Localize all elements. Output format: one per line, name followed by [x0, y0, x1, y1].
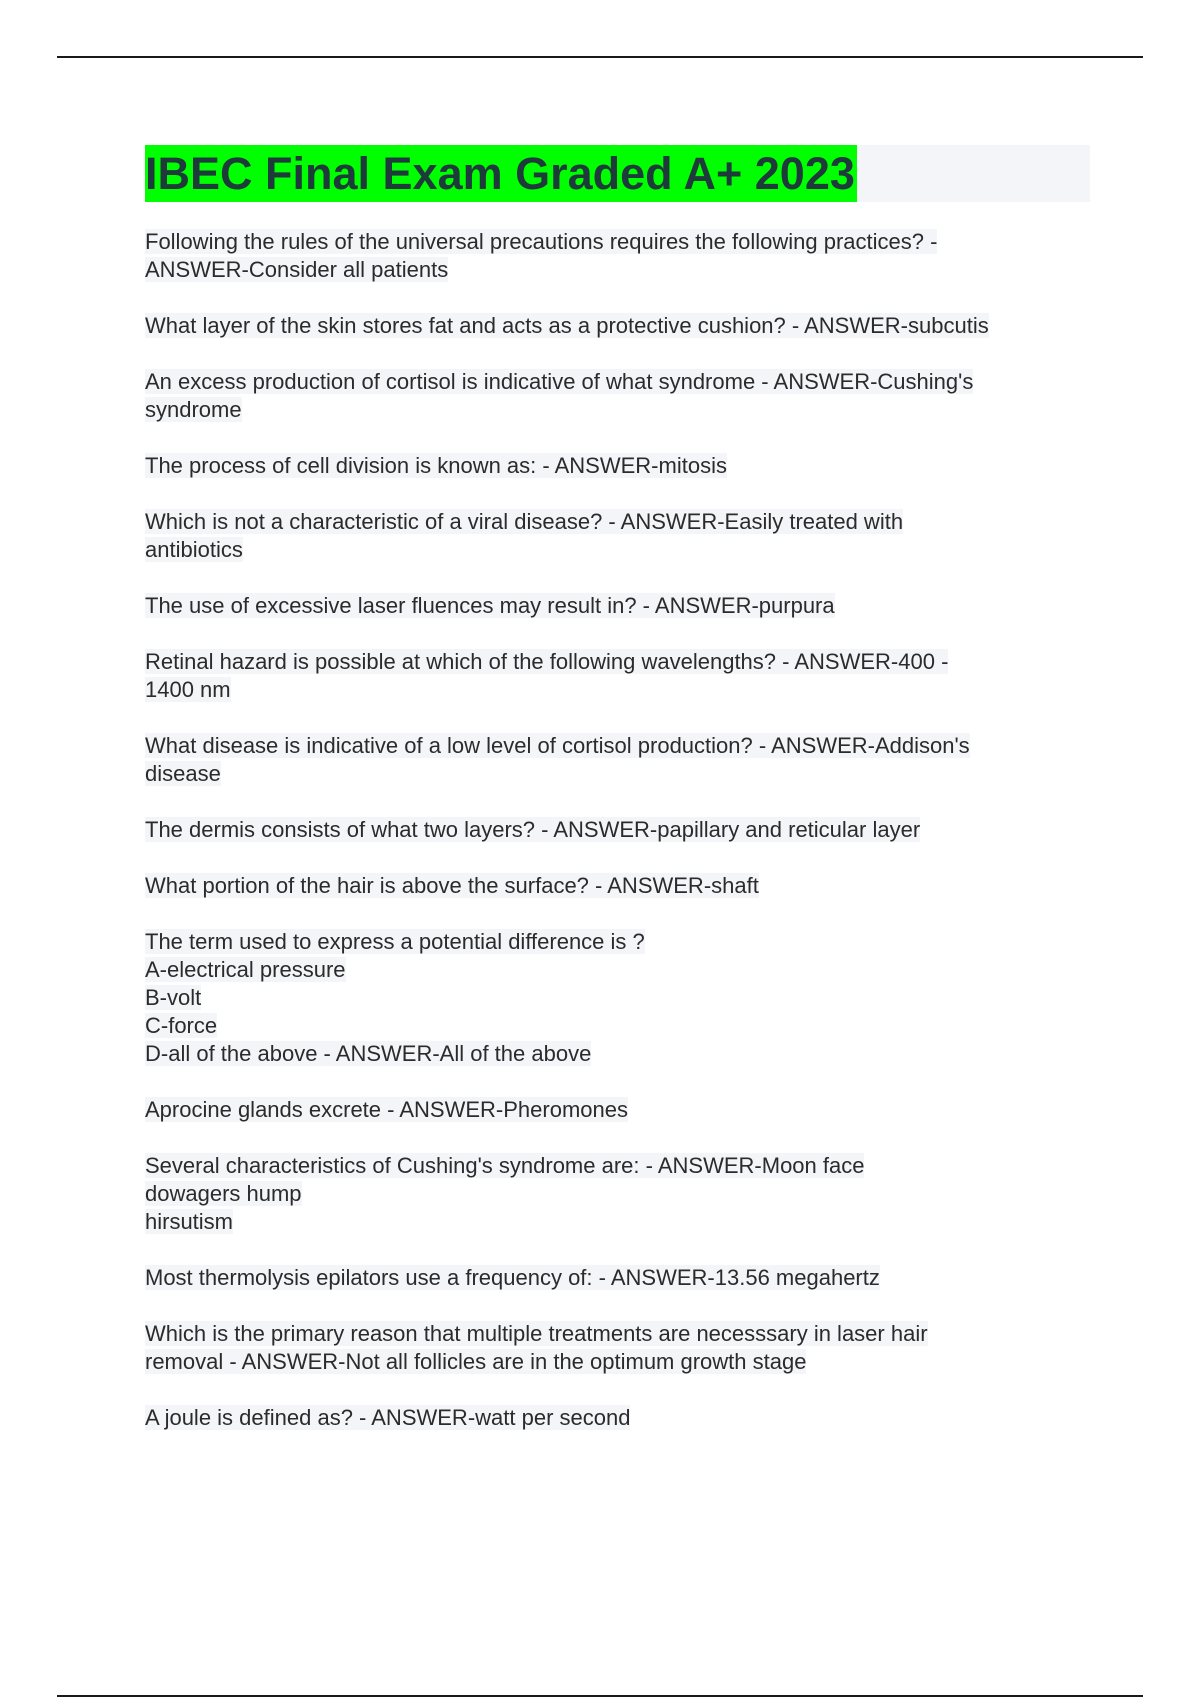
qa-text: The term used to express a potential difference is ? A-electrical pressure B-volt C-force D-all of the above - ANSWER-All of the above: [145, 929, 645, 1066]
qa-item: [145, 368, 1090, 424]
title-band: [145, 145, 1090, 202]
qa-item: [145, 1404, 1090, 1432]
qa-item: [145, 312, 1090, 340]
qa-item: [145, 732, 1090, 788]
qa-item: [145, 1264, 1090, 1292]
qa-text: Which is the primary reason that multiple treatments are necesssary in laser hair removal - ANSWER-Not all follicles are in the optimum growth stage: [145, 1321, 928, 1374]
qa-item: [145, 452, 1090, 480]
qa-text: Aprocine glands excrete - ANSWER-Pheromones: [145, 1097, 628, 1122]
qa-text: What layer of the skin stores fat and acts as a protective cushion? - ANSWER-subcutis: [145, 313, 989, 338]
qa-item: [145, 1096, 1090, 1124]
bottom-divider: [57, 1695, 1143, 1697]
page-title: IBEC Final Exam Graded A+ 2023: [145, 145, 857, 202]
qa-text: Following the rules of the universal precautions requires the following practices? - ANSWER-Consider all patients: [145, 229, 938, 282]
qa-item: [145, 592, 1090, 620]
qa-text: Several characteristics of Cushing's syndrome are: - ANSWER-Moon face dowagers hump hirsutism: [145, 1153, 865, 1234]
qa-text: Retinal hazard is possible at which of the following wavelengths? - ANSWER-400 - 1400 nm: [145, 649, 949, 702]
qa-item: [145, 228, 1090, 284]
qa-list: [145, 228, 1090, 1432]
qa-text: What portion of the hair is above the surface? - ANSWER-shaft: [145, 873, 759, 898]
qa-text: An excess production of cortisol is indicative of what syndrome - ANSWER-Cushing's syndrome: [145, 369, 974, 422]
qa-item: [145, 928, 1090, 1068]
qa-text: Most thermolysis epilators use a frequency of: - ANSWER-13.56 megahertz: [145, 1265, 880, 1290]
qa-text: Which is not a characteristic of a viral disease? - ANSWER-Easily treated with antibiotics: [145, 509, 904, 562]
qa-text: A joule is defined as? - ANSWER-watt per second: [145, 1405, 631, 1430]
qa-text: The dermis consists of what two layers? - ANSWER-papillary and reticular layer: [145, 817, 921, 842]
qa-text: The process of cell division is known as: - ANSWER-mitosis: [145, 453, 727, 478]
qa-item: [145, 816, 1090, 844]
qa-text: What disease is indicative of a low level of cortisol production? - ANSWER-Addison's disease: [145, 733, 970, 786]
qa-item: [145, 648, 1090, 704]
document-body: [145, 145, 1090, 1460]
qa-text: The use of excessive laser fluences may result in? - ANSWER-purpura: [145, 593, 835, 618]
qa-item: [145, 508, 1090, 564]
qa-item: [145, 872, 1090, 900]
qa-item: [145, 1320, 1090, 1376]
top-divider: [57, 56, 1143, 58]
qa-item: [145, 1152, 1090, 1236]
